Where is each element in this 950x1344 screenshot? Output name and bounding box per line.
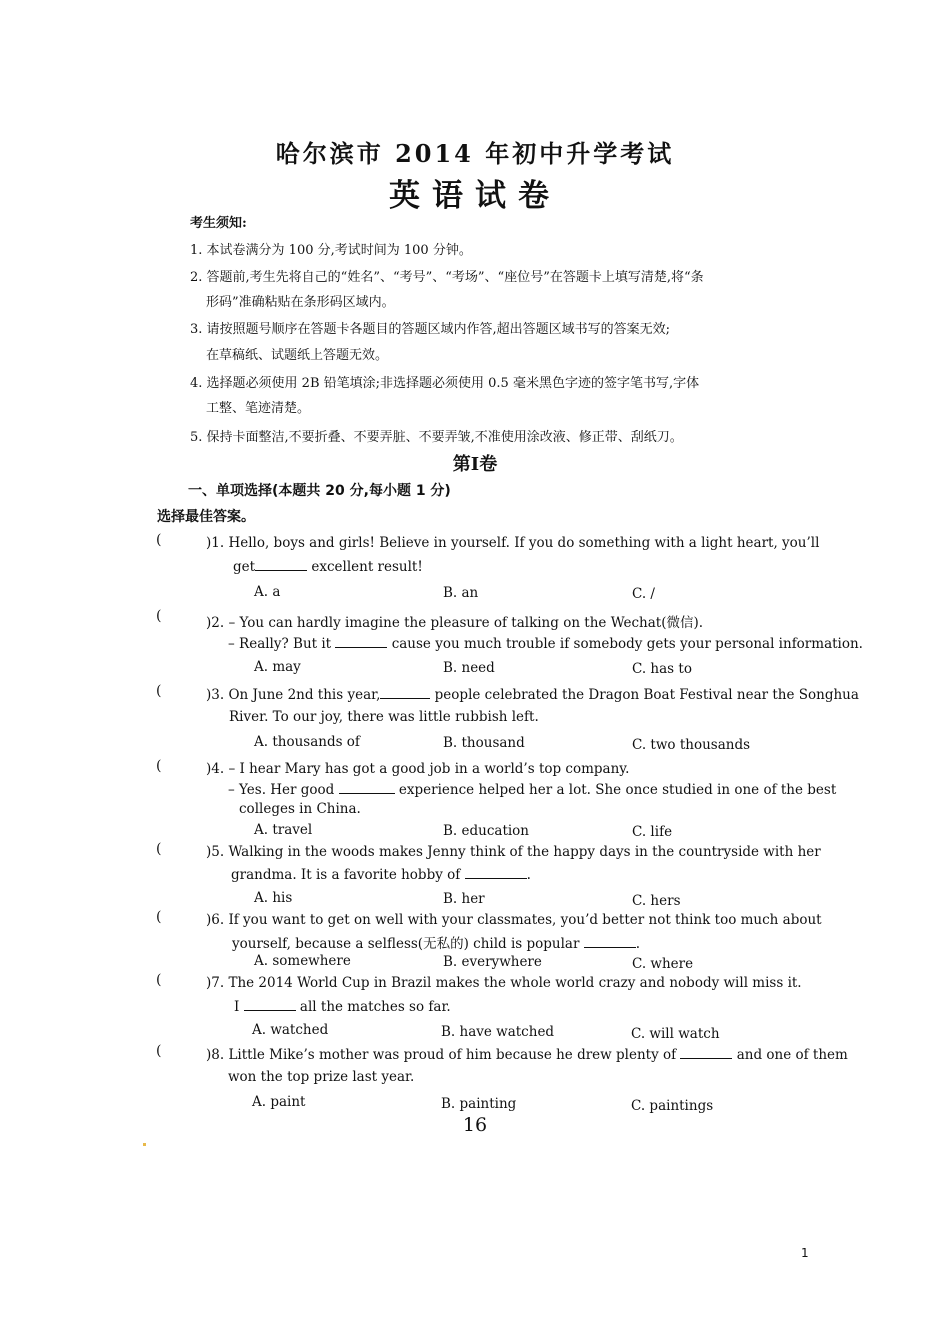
answer-paren: ( [156, 972, 162, 988]
question-text: get excellent result! [233, 559, 423, 575]
answer-blank [465, 866, 527, 879]
question-text: )3. On June 2nd this year, people celebrated the Dragon Boat Festival near the Songhua [206, 687, 859, 703]
answer-paren: ( [156, 758, 162, 774]
option-b: B. education [443, 823, 530, 839]
question-text: won the top prize last year. [228, 1069, 415, 1085]
answer-paren: ( [156, 1043, 162, 1059]
option-b: B. painting [441, 1096, 517, 1112]
option-c: C. has to [632, 661, 692, 677]
printed-page-label: 16 [462, 1114, 488, 1136]
question-text: River. To our joy, there was little rubbish left. [229, 709, 539, 725]
scan-speck [143, 1143, 146, 1146]
option-c: C. / [632, 586, 655, 602]
option-b: B. have watched [441, 1024, 555, 1040]
exam-title: 哈尔滨市 2014 年初中升学考试 [275, 139, 675, 168]
option-a: A. may [254, 659, 301, 675]
question-text: yourself, because a selfless(无私的) child is popular . [232, 936, 641, 952]
notice-line: 3. 请按照题号顺序在答题卡各题目的答题区域内作答,超出答题区域书写的答案无效; [190, 322, 671, 337]
option-c: C. hers [632, 893, 681, 909]
answer-paren: ( [156, 841, 162, 857]
notice-line: 4. 选择题必须使用 2B 铅笔填涂;非选择题必须使用 0.5 毫米黑色字迹的签字笔书写,字体 [190, 376, 700, 391]
option-a: A. travel [254, 822, 313, 838]
option-b: B. everywhere [443, 954, 542, 970]
question-text: colleges in China. [239, 801, 361, 817]
question-text: I all the matches so far. [234, 999, 451, 1015]
option-c: C. paintings [631, 1098, 714, 1114]
option-a: A. thousands of [254, 734, 360, 750]
option-b: B. need [443, 660, 495, 676]
option-a: A. a [254, 584, 281, 600]
answer-paren: ( [156, 532, 162, 548]
question-text: )5. Walking in the woods makes Jenny think of the happy days in the countryside with her [206, 844, 821, 860]
notice-heading: 考生须知: [190, 216, 247, 231]
exam-subtitle: 英语试卷 [389, 178, 561, 214]
option-a: A. watched [252, 1022, 329, 1038]
option-b: B. her [443, 891, 485, 907]
answer-blank [255, 558, 307, 571]
option-a: A. somewhere [254, 953, 351, 969]
notice-line: 2. 答题前,考生先将自己的“姓名”、“考号”、“考场”、“座位号”在答题卡上填写清楚,将“条 [190, 270, 704, 285]
answer-paren: ( [156, 683, 162, 699]
question-text: grandma. It is a favorite hobby of . [231, 867, 531, 883]
option-b: B. an [443, 585, 479, 601]
answer-blank [380, 686, 430, 699]
notice-line: 形码”准确粘贴在条形码区域内。 [206, 295, 395, 310]
option-a: A. paint [252, 1094, 306, 1110]
answer-blank [244, 998, 296, 1011]
question-text: )1. Hello, boys and girls! Believe in yourself. If you do something with a light heart, you’ll [206, 535, 820, 551]
notice-line: 1. 本试卷满分为 100 分,考试时间为 100 分钟。 [190, 243, 472, 258]
notice-line: 在草稿纸、试题纸上答题无效。 [206, 348, 389, 363]
option-c: C. two thousands [632, 737, 751, 753]
question-text: )7. The 2014 World Cup in Brazil makes the whole world crazy and nobody will miss it. [206, 975, 802, 991]
question-text: – Yes. Her good experience helped her a lot. She once studied in one of the best [228, 782, 837, 798]
answer-paren: ( [156, 909, 162, 925]
question-text: )2. – You can hardly imagine the pleasure of talking on the Wechat(微信). [206, 615, 704, 631]
option-c: C. will watch [631, 1026, 720, 1042]
answer-blank [335, 635, 387, 648]
answer-blank [680, 1046, 732, 1059]
notice-line: 5. 保持卡面整洁,不要折叠、不要弄脏、不要弄皱,不准使用涂改液、修正带、刮纸刀。 [190, 430, 683, 445]
part-title: 第Ⅰ卷 [452, 454, 498, 475]
question-text: )4. – I hear Mary has got a good job in a world’s top company. [206, 761, 630, 777]
question-text: )6. If you want to get on well with your classmates, you’d better not think too much about [206, 912, 822, 928]
option-c: C. life [632, 824, 673, 840]
question-text: – Really? But it cause you much trouble if somebody gets your personal information. [228, 636, 863, 652]
page-number: 1 [801, 1246, 809, 1260]
section-title: 一、单项选择(本题共 20 分,每小题 1 分) [188, 483, 451, 499]
question-text: )8. Little Mike’s mother was proud of him because he drew plenty of and one of them [206, 1047, 848, 1063]
answer-blank [339, 781, 395, 794]
option-a: A. his [254, 890, 293, 906]
section-instruction: 选择最佳答案。 [157, 509, 255, 525]
option-b: B. thousand [443, 735, 525, 751]
notice-line: 工整、笔迹清楚。 [206, 401, 311, 416]
option-c: C. where [632, 956, 694, 972]
answer-paren: ( [156, 608, 162, 624]
answer-blank [584, 935, 636, 948]
